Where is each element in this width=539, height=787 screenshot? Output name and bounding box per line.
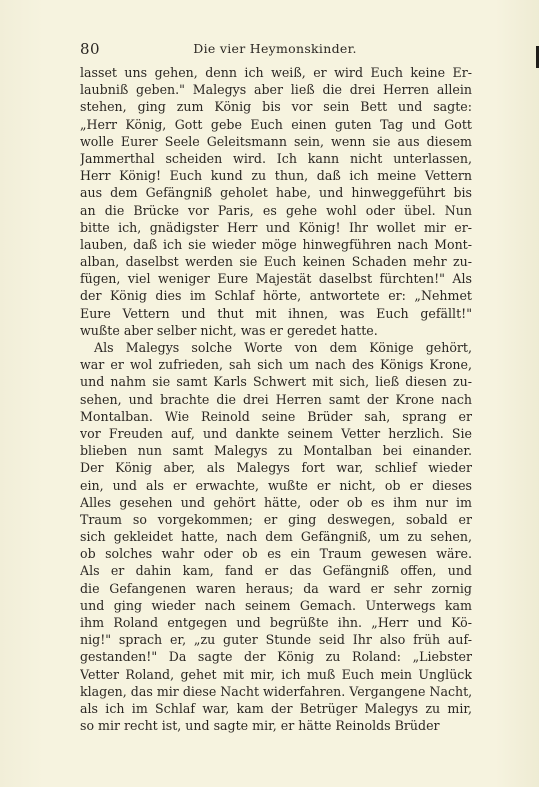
text-line: Montalban. Wie Reinold seine Brüder sah, sprang er — [80, 408, 472, 424]
paragraph — [80, 64, 472, 339]
text-line: lasset uns gehen, denn ich weiß, er wird Euch keine Er- — [80, 65, 472, 80]
text-line: ein, und als er erwachte, wußte er nicht, ob er dieses — [80, 477, 472, 493]
text-line: bitte ich, gnädigster Herr und König! Ihr wollet mir er- — [80, 219, 472, 235]
text-line: wußte aber selber nicht, was er geredet hatte. — [80, 322, 378, 338]
text-line: wolle Eurer Seele Geleitsmann sein, wenn sie aus diesem — [80, 133, 472, 149]
text-line: nig!" sprach er, „zu guter Stunde seid Ihr also früh auf- — [80, 632, 472, 648]
text-line: Eure Vettern und thut mit ihnen, was Euch gefällt!" — [80, 305, 472, 321]
text-line: ihm Roland entgegen und begrüßte ihn. „Herr und Kö- — [80, 615, 472, 630]
text-line: sehen, und brachte die drei Herren samt der Krone nach — [80, 391, 472, 407]
text-line: Traum so vorgekommen; er ging deswegen, sobald er — [80, 511, 472, 527]
text-line: blieben nun samt Malegys zu Montalban bei einander. — [80, 443, 472, 459]
text-line: ob solches wahr oder ob es ein Traum gewesen wäre. — [80, 546, 472, 562]
text-line: klagen, das mir diese Nacht widerfahren. Vergangene Nacht, — [80, 683, 472, 699]
text-line: vor Freuden auf, und dankte seinem Vetter herzlich. Sie — [80, 425, 472, 441]
body-text — [80, 64, 472, 734]
running-title: Die vier Heymonskinder. — [193, 41, 357, 56]
text-line: lauben, daß ich sie wieder möge hinwegführen nach Mont- — [80, 236, 472, 252]
text-line: und nahm sie samt Karls Schwert mit sich, ließ diesen zu- — [80, 374, 472, 390]
text-line: Als er dahin kam, fand er das Gefängniß offen, und — [80, 563, 472, 579]
text-line: fügen, viel weniger Eure Majestät daselbst fürchten!" Als — [80, 271, 472, 287]
text-line: sich gekleidet hatte, nach dem Gefängniß, um zu sehen, — [80, 529, 472, 545]
text-line: stehen, ging zum König bis vor sein Bett und sagte: — [80, 99, 472, 115]
text-line: laubniß geben." Malegys aber ließ die drei Herren allein — [80, 82, 472, 98]
text-line: Der König aber, als Malegys fort war, schlief wieder — [80, 460, 472, 476]
text-line: an die Brücke vor Paris, es gehe wohl oder übel. Nun — [80, 202, 472, 218]
text-line: „Herr König, Gott gebe Euch einen guten Tag und Gott — [80, 116, 472, 132]
text-line: Alles gesehen und gehört hätte, oder ob es ihm nur im — [80, 494, 472, 510]
text-line: der König dies im Schlaf hörte, antwortete er: „Nehmet — [80, 288, 472, 304]
text-line: war er wol zufrieden, sah sich um nach des Königs Krone, — [80, 357, 472, 373]
page-number: 80 — [80, 40, 101, 58]
text-line: aus dem Gefängniß geholet habe, und hinweggeführt bis — [80, 185, 472, 201]
text-line: Jammerthal scheiden wird. Ich kann nicht unterlassen, — [80, 150, 472, 166]
text-line: Als Malegys solche Worte von dem Könige gehört, — [94, 340, 472, 355]
page-header — [80, 40, 470, 62]
text-line: als ich im Schlaf war, kam der Betrüger Malegys zu mir, — [80, 700, 472, 716]
text-line: die Gefangenen waren heraus; da ward er sehr zornig — [80, 580, 472, 596]
text-line: so mir recht ist, und sagte mir, er hätte Reinolds Brüder — [80, 718, 440, 734]
text-line: Herr König! Euch kund zu thun, daß ich meine Vettern — [80, 168, 472, 184]
text-line: alban, daselbst werden sie Euch keinen Schaden mehr zu- — [80, 254, 472, 270]
paragraph — [80, 339, 472, 734]
text-line: und ging wieder nach seinem Gemach. Unterwegs kam — [80, 597, 472, 613]
text-line: Vetter Roland, gehet mit mir, ich muß Euch mein Unglück — [80, 666, 472, 682]
text-line: gestanden!" Da sagte der König zu Roland: „Liebster — [80, 649, 472, 665]
